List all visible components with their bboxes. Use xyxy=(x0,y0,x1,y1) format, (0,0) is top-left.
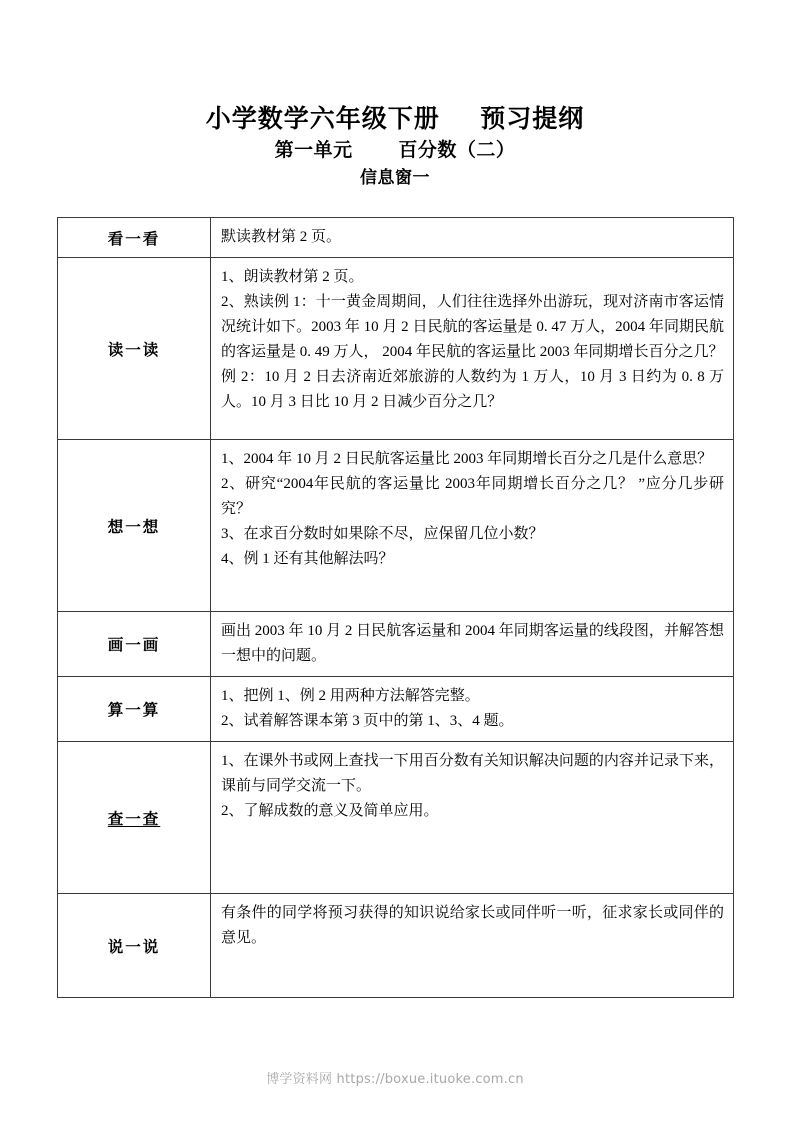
row-body-draw xyxy=(211,612,734,677)
row-label-text: 想一想 xyxy=(107,518,161,536)
page-subtitle-secondary: 信息窗一 xyxy=(360,168,430,187)
row-label-think xyxy=(58,440,211,612)
row-label-text: 画一画 xyxy=(107,637,161,654)
row-label-text: 看一看 xyxy=(107,230,161,248)
table-row xyxy=(58,677,734,742)
row-label-text: 读一读 xyxy=(107,341,161,359)
row-body-think xyxy=(211,440,734,612)
body-line: 2、熟读例 1：十一黄金周期间，人们往往选择外出游玩，现对济南市客运情况统计如下。2003 年 10 月 2 日民航的客运量是 0. 47 万人，2004 年同期民航的客运量是 0. 49 万人， 2004 年民航的客运量比 2003 年同期增长百分之几？ xyxy=(221,294,724,360)
table-row xyxy=(58,258,734,440)
page-title: 小学数学六年级下册 预习提纲 xyxy=(205,106,585,133)
body-line: 1、2004 年 10 月 2 日民航客运量比 2003 年同期增长百分之几是什么意思？ xyxy=(221,451,713,467)
row-body-say xyxy=(211,894,734,998)
row-body-look xyxy=(211,218,734,258)
row-label-text: 说一说 xyxy=(107,938,161,956)
body-line: 3、在求百分数时如果除不尽，应保留几位小数？ xyxy=(221,526,544,542)
row-body-search xyxy=(211,742,734,894)
row-label-say xyxy=(58,894,211,998)
title-block xyxy=(0,104,790,190)
row-body-read xyxy=(211,258,734,440)
table-row xyxy=(58,612,734,677)
table-row xyxy=(58,440,734,612)
row-label-text: 查一查 xyxy=(107,810,161,828)
table-row xyxy=(58,218,734,258)
row-label-draw xyxy=(58,612,211,677)
body-line: 1、朗读教材第 2 页。 xyxy=(221,269,364,285)
preview-outline-table xyxy=(57,217,734,998)
body-line: 2、试着解答课本第 3 页中的第 1、3、4 题。 xyxy=(221,713,514,729)
table-row xyxy=(58,742,734,894)
row-label-calculate xyxy=(58,677,211,742)
row-body-calculate xyxy=(211,677,734,742)
row-label-text: 算一算 xyxy=(107,702,161,719)
body-line: 默读教材第 2 页。 xyxy=(221,229,342,245)
page-subtitle: 第一单元 百分数（二） xyxy=(274,140,516,161)
row-label-search xyxy=(58,742,211,894)
table-row xyxy=(58,894,734,998)
row-label-read xyxy=(58,258,211,440)
body-line: 有条件的同学将预习获得的知识说给家长或同伴听一听，征求家长或同伴的意见。 xyxy=(221,905,724,946)
body-line: 1、在课外书或网上查找一下用百分数有关知识解决问题的内容并记录下来，课前与同学交流一下。 xyxy=(221,753,724,794)
row-label-look xyxy=(58,218,211,258)
body-line: 2、了解成数的意义及简单应用。 xyxy=(221,803,439,819)
body-line: 2、研究“2004年民航的客运量比 2003年同期增长百分之几？ ”应分几步研究？ xyxy=(221,476,724,517)
body-line: 例 2：10 月 2 日去济南近郊旅游的人数约为 1 万人，10 月 3 日约为 0. 8 万人。10 月 3 日比 10 月 2 日减少百分之几？ xyxy=(221,369,724,410)
body-line: 4、例 1 还有其他解法吗？ xyxy=(221,551,394,567)
body-line: 画出 2003 年 10 月 2 日民航客运量和 2004 年同期客运量的线段图，并解答想一想中的问题。 xyxy=(221,623,724,664)
footer-watermark: 博学资料网 https://boxue.ituoke.com.cn xyxy=(266,1072,524,1087)
body-line: 1、把例 1、例 2 用两种方法解答完整。 xyxy=(221,688,480,704)
